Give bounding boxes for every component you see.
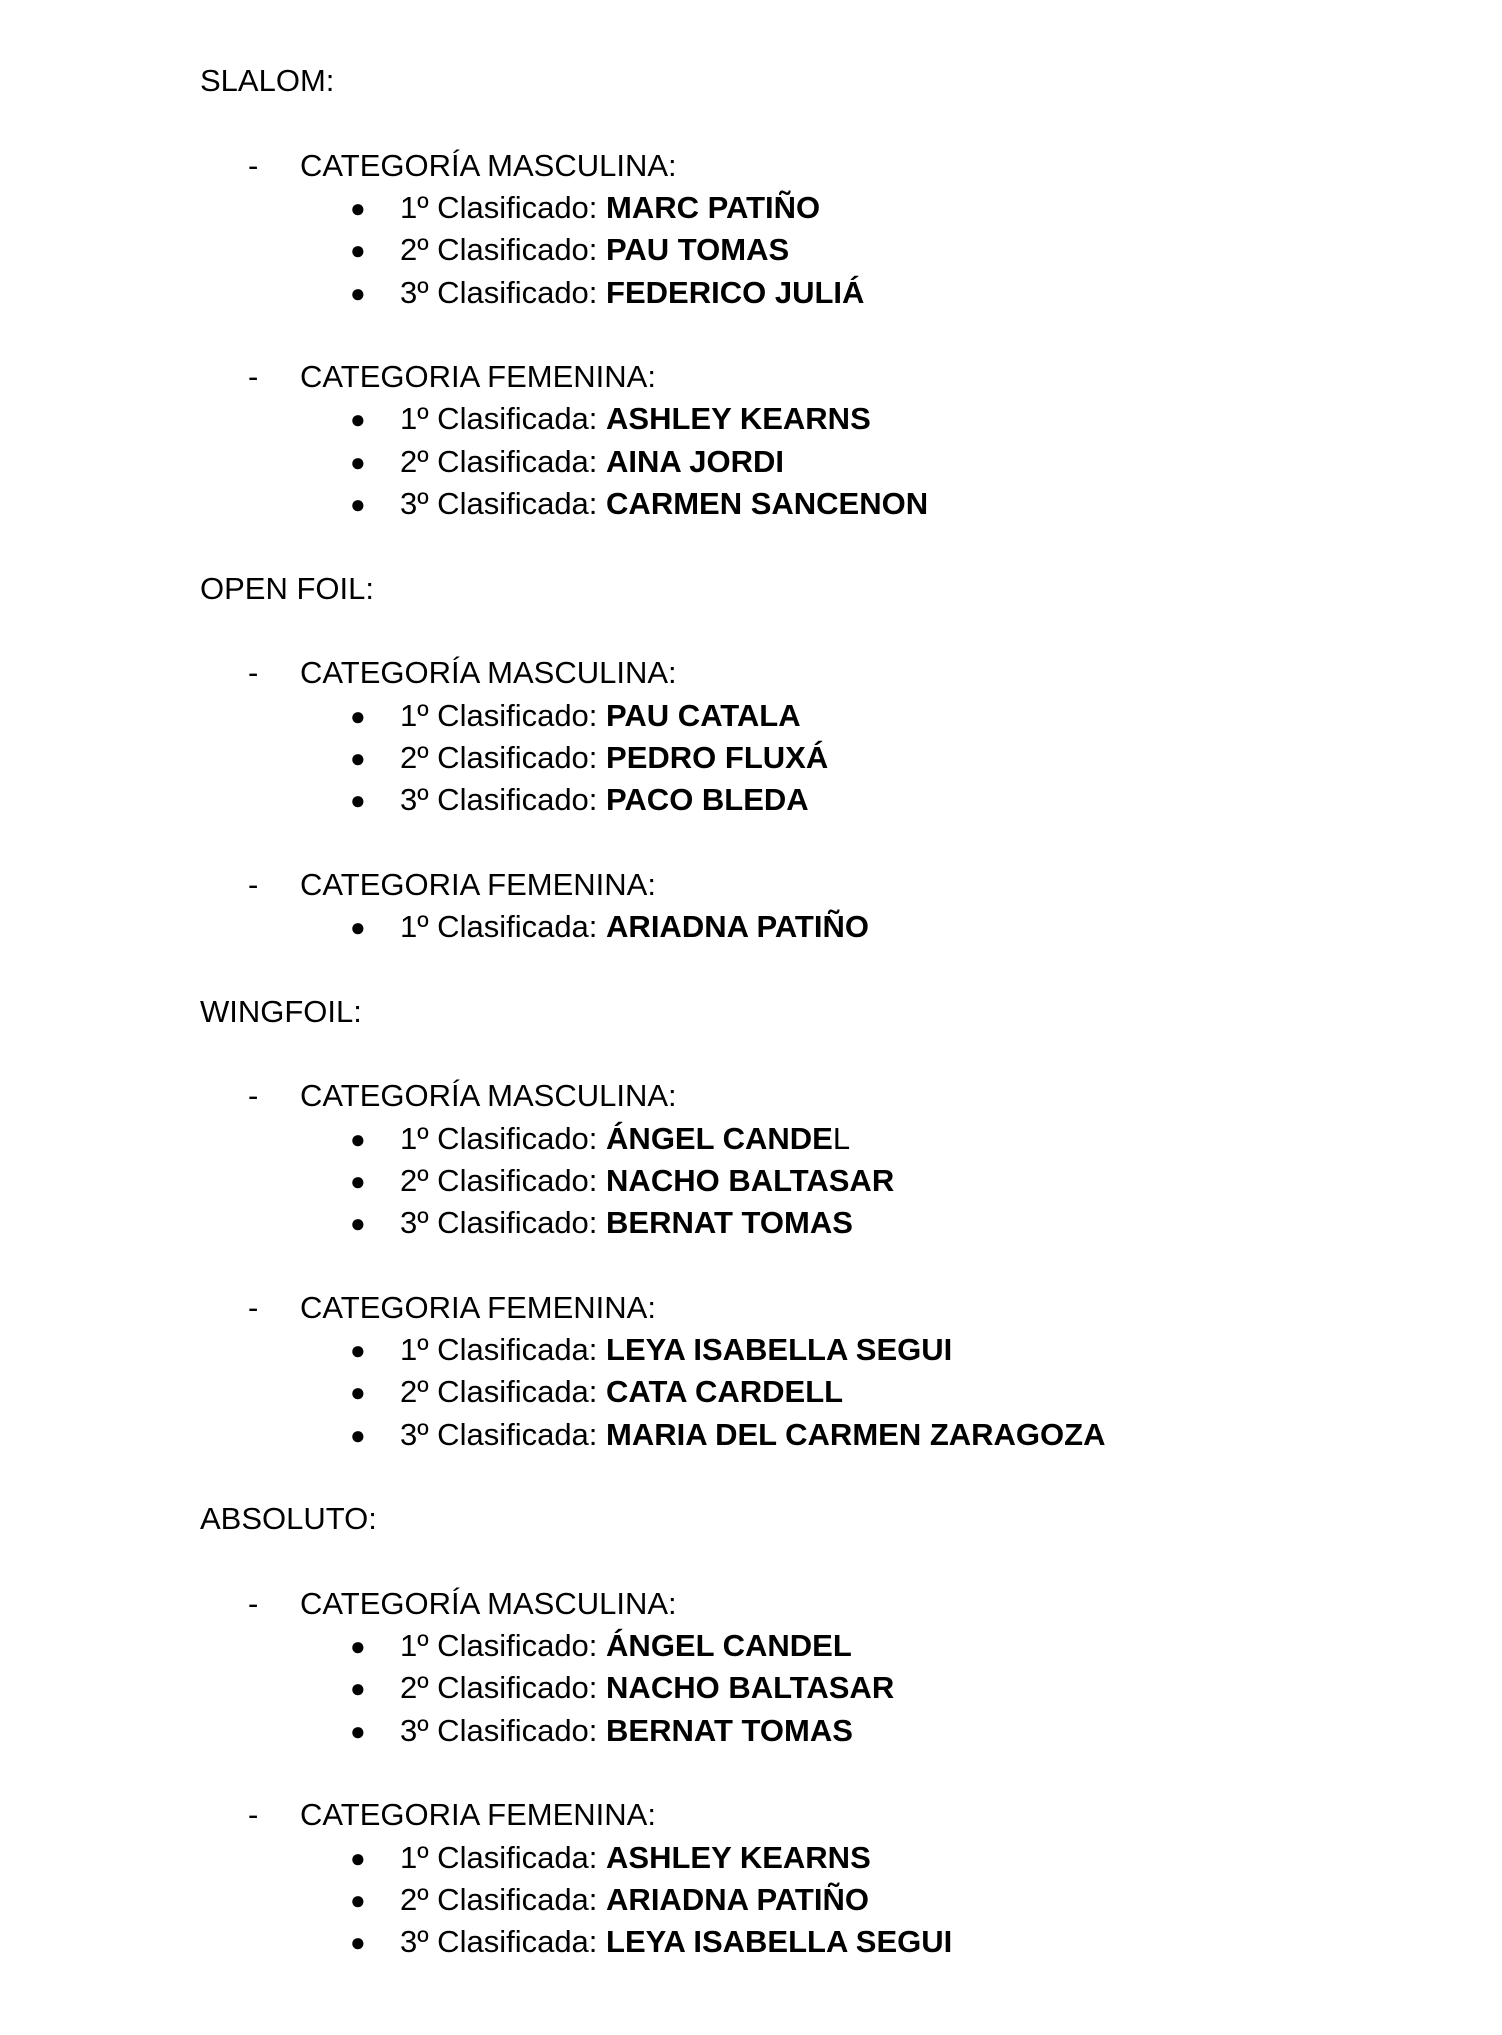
ranking-entry bbox=[400, 1921, 952, 1963]
ranking-entry bbox=[400, 272, 864, 314]
placement-label: 3º Clasificada: bbox=[400, 1416, 598, 1452]
bullet-icon: ● bbox=[350, 1419, 366, 1450]
placement-label: 1º Clasificado: bbox=[400, 1628, 598, 1664]
competitor-name: ARIADNA PATIÑO bbox=[606, 1881, 869, 1917]
bullet-icon: ● bbox=[350, 235, 366, 266]
ranking-entry bbox=[400, 1160, 894, 1202]
ranking-entry bbox=[400, 441, 784, 483]
bullet-icon: ● bbox=[350, 785, 366, 816]
bullet-icon: ● bbox=[350, 1335, 366, 1365]
ranking-entry bbox=[400, 737, 828, 779]
bullet-icon: ● bbox=[350, 1927, 366, 1958]
category-label: CATEGORÍA MASCULINA: bbox=[300, 147, 677, 183]
category-label: CATEGORIA FEMENINA: bbox=[300, 1797, 656, 1833]
competitor-name: LEYA ISABELLA SEGUI bbox=[606, 1924, 953, 1960]
category-label: CATEGORIA FEMENINA: bbox=[300, 359, 656, 395]
competitor-name: MARIA DEL CARMEN ZARAGOZA bbox=[606, 1416, 1106, 1452]
competitor-name: ÁNGEL CANDE bbox=[606, 1120, 833, 1156]
ranking-entry bbox=[400, 1879, 869, 1921]
placement-label: 1º Clasificada: bbox=[400, 1839, 598, 1875]
bullet-icon: ● bbox=[350, 1123, 366, 1154]
bullet-icon: ● bbox=[350, 700, 366, 731]
competitor-name: BERNAT TOMAS bbox=[606, 1205, 853, 1241]
bullet-icon: ● bbox=[350, 1165, 366, 1196]
ranking-entry bbox=[400, 1329, 952, 1371]
bullet-icon: ● bbox=[350, 742, 366, 773]
placement-label: 3º Clasificado: bbox=[400, 274, 598, 310]
bullet-icon: ● bbox=[350, 1842, 366, 1873]
placement-label: 2º Clasificado: bbox=[400, 739, 598, 775]
section-title: SLALOM: bbox=[200, 63, 335, 98]
competitor-name: ASHLEY KEARNS bbox=[606, 401, 871, 437]
ranking-entry bbox=[400, 187, 820, 229]
competitor-name: NACHO BALTASAR bbox=[606, 1670, 895, 1706]
placement-label: 3º Clasificado: bbox=[400, 782, 598, 818]
placement-label: 1º Clasificada: bbox=[400, 1332, 598, 1367]
bullet-icon: ● bbox=[350, 446, 366, 477]
list-dash: - bbox=[248, 359, 259, 395]
placement-label: 1º Clasificado: bbox=[400, 189, 598, 225]
competitor-name: PACO BLEDA bbox=[606, 782, 809, 818]
placement-label: 2º Clasificado: bbox=[400, 1670, 598, 1706]
list-dash: - bbox=[248, 1289, 259, 1325]
placement-label: 1º Clasificado: bbox=[400, 697, 598, 733]
list-dash: - bbox=[248, 1078, 259, 1114]
bullet-icon: ● bbox=[350, 1377, 366, 1408]
competitor-name: NACHO BALTASAR bbox=[606, 1162, 895, 1198]
placement-label: 2º Clasificado: bbox=[400, 232, 598, 268]
ranking-entry bbox=[400, 906, 869, 948]
list-dash: - bbox=[248, 655, 259, 691]
bullet-icon: ● bbox=[350, 1884, 366, 1915]
category-label: CATEGORÍA MASCULINA: bbox=[300, 1585, 677, 1621]
placement-label: 3º Clasificada: bbox=[400, 1924, 598, 1960]
list-dash: - bbox=[248, 147, 259, 183]
category-label: CATEGORIA FEMENINA: bbox=[300, 1289, 656, 1325]
competitor-name: CATA CARDELL bbox=[606, 1374, 844, 1410]
competitor-name: ASHLEY KEARNS bbox=[606, 1839, 871, 1875]
competitor-name: CARMEN SANCENON bbox=[606, 486, 929, 521]
ranking-entry bbox=[400, 779, 809, 821]
ranking-entry bbox=[400, 398, 871, 440]
bullet-icon: ● bbox=[350, 1631, 366, 1662]
competitor-name-tail: L bbox=[832, 1120, 851, 1156]
bullet-icon: ● bbox=[350, 489, 366, 519]
section-title: WINGFOIL: bbox=[200, 993, 362, 1029]
ranking-entry bbox=[400, 1371, 843, 1413]
competitor-name: PEDRO FLUXÁ bbox=[606, 739, 829, 775]
placement-label: 2º Clasificada: bbox=[400, 443, 598, 479]
placement-label: 1º Clasificado: bbox=[400, 1120, 598, 1156]
ranking-entry bbox=[400, 1837, 871, 1879]
bullet-icon: ● bbox=[350, 1208, 366, 1239]
ranking-entry bbox=[400, 229, 789, 271]
placement-label: 1º Clasificada: bbox=[400, 909, 598, 944]
ranking-entry bbox=[400, 483, 928, 525]
ranking-entry bbox=[400, 1667, 894, 1709]
bullet-icon: ● bbox=[350, 1715, 366, 1746]
ranking-entry bbox=[400, 1118, 850, 1160]
competitor-name: BERNAT TOMAS bbox=[606, 1712, 853, 1748]
bullet-icon: ● bbox=[350, 192, 366, 223]
bullet-icon: ● bbox=[350, 277, 366, 308]
ranking-entry bbox=[400, 1414, 1105, 1456]
category-label: CATEGORÍA MASCULINA: bbox=[300, 1078, 677, 1114]
placement-label: 3º Clasificada: bbox=[400, 486, 598, 521]
placement-label: 2º Clasificada: bbox=[400, 1881, 598, 1917]
bullet-icon: ● bbox=[350, 1673, 366, 1704]
placement-label: 1º Clasificada: bbox=[400, 401, 598, 437]
placement-label: 2º Clasificada: bbox=[400, 1374, 598, 1410]
competitor-name: ÁNGEL CANDEL bbox=[606, 1628, 852, 1664]
bullet-icon: ● bbox=[350, 912, 366, 942]
placement-label: 2º Clasificado: bbox=[400, 1162, 598, 1198]
ranking-entry bbox=[400, 695, 801, 737]
ranking-entry bbox=[400, 1202, 853, 1244]
competitor-name: FEDERICO JULIÁ bbox=[606, 274, 865, 310]
section-title: OPEN FOIL: bbox=[200, 570, 374, 606]
category-label: CATEGORÍA MASCULINA: bbox=[300, 655, 677, 691]
placement-label: 3º Clasificado: bbox=[400, 1205, 598, 1241]
competitor-name: LEYA ISABELLA SEGUI bbox=[606, 1332, 953, 1367]
category-label: CATEGORIA FEMENINA: bbox=[300, 866, 656, 902]
placement-label: 3º Clasificado: bbox=[400, 1712, 598, 1748]
list-dash: - bbox=[248, 1585, 259, 1621]
bullet-icon: ● bbox=[350, 404, 366, 435]
competitor-name: ARIADNA PATIÑO bbox=[606, 909, 869, 944]
list-dash: - bbox=[248, 1797, 259, 1833]
ranking-entry bbox=[400, 1625, 852, 1667]
competitor-name: MARC PATIÑO bbox=[606, 189, 821, 225]
competitor-name: PAU CATALA bbox=[606, 697, 801, 733]
competitor-name: PAU TOMAS bbox=[606, 232, 790, 268]
competitor-name: AINA JORDI bbox=[606, 443, 785, 479]
ranking-entry bbox=[400, 1710, 853, 1752]
section-title: ABSOLUTO: bbox=[200, 1501, 377, 1537]
list-dash: - bbox=[248, 866, 259, 902]
